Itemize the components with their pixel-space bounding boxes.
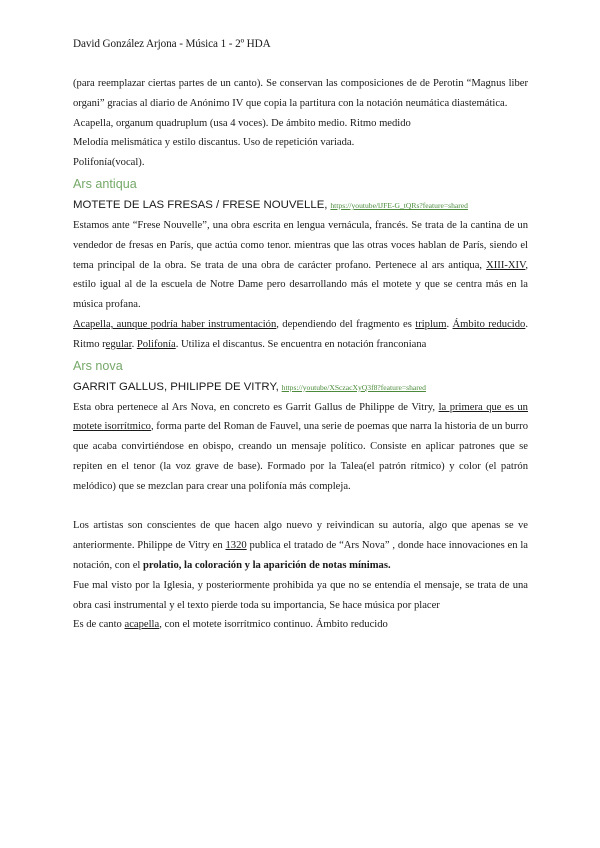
section-title-ars-nova: Ars nova [73, 358, 123, 373]
intro-line: Melodía melismática y estilo discantus. Uso de repetición variada. [73, 137, 355, 149]
underlined-text: triplum [415, 318, 447, 330]
document-body [73, 74, 528, 635]
text-run: . Utiliza el discantus. Se encuentra en notación franconiana [175, 338, 427, 350]
underlined-text: egular [105, 338, 132, 350]
intro-line: Polifonía(vocal). [73, 157, 145, 169]
body-paragraph [73, 615, 528, 635]
text-run: . [446, 318, 450, 330]
page-header: David González Arjona - Música 1 - 2º HDA [73, 38, 271, 50]
piece-title [73, 377, 528, 398]
bold-text: prolatio, la coloración y la aparición de notas mínimas. [143, 559, 391, 571]
body-paragraph [73, 216, 528, 315]
blank-line [73, 497, 528, 517]
text-run: publica el tratado de “Ars Nova” , donde hace innovaciones en la notación, con el [73, 540, 529, 571]
text-run: Es de canto [73, 619, 122, 631]
text-run: , con el motete isorrítmico continuo. Ámbito reducido [159, 619, 388, 631]
underlined-text: XIII-XIV [486, 259, 526, 271]
underlined-text: acapella [124, 619, 160, 631]
text-run: . Ritmo r [73, 318, 528, 350]
text-run: , dependiendo del fragmento es [276, 318, 412, 330]
underlined-text: Ámbito reducido [452, 318, 526, 330]
underlined-text: 1320 [225, 540, 247, 552]
piece-name: MOTETE DE LAS FRESAS / FRESE NOUVELLE, [73, 198, 328, 211]
body-paragraph [73, 516, 528, 575]
text-run: . [131, 338, 135, 350]
text-run: , forma parte del Roman de Fauvel, una serie de poemas que narra la historia de un burro que acaba convirtiéndose en obispo, creando un mensaje político. Consiste en aplicar patrones que se repiten en el tenor (la voz grave de base). Formado por la Talea(el patrón rítmico) y color (el patrón melódico) que se mezclan para crear una polifonía más compleja. [73, 421, 528, 492]
text-run: Esta obra pertenece al Ars Nova, en concreto es Garrit Gallus de Philippe de Vitry, [73, 401, 436, 413]
piece-name: GARRIT GALLUS, PHILIPPE DE VITRY, [73, 380, 279, 393]
section-title-ars-antiqua: Ars antiqua [73, 176, 137, 191]
text-run: , estilo igual al de la escuela de Notre Dame pero desarrollando más el motete y que se centra más en la música profana. [73, 259, 528, 311]
underlined-text: la primera que es un motete isorrítmico [73, 401, 528, 433]
intro-line: Acapella, organum quadruplum (usa 4 voces). De ámbito medio. Ritmo medido [73, 117, 411, 129]
body-paragraph [73, 398, 528, 497]
underlined-text: Acapella, aunque podría haber instrumentación [73, 318, 277, 330]
piece-title [73, 195, 528, 216]
text-run: Los artistas son conscientes de que hacen algo nuevo y reivindican su autoría, algo que apenas se ve anteriormente. Philippe de Vitry en [73, 520, 528, 552]
text-run: Estamos ante “Frese Nouvelle”, una obra escrita en lengua vernácula, francés. Se trata de la cantina de un vendedor de fresas en París, que actúa como tenor. mientras que las otras voces hablan de París, siendo el tema principal de la obra. Se trata de una obra de carácter profano. Pertenece al ars antiqua, [73, 219, 528, 271]
youtube-link[interactable]: https://youtube/XSczacXyQ3f8?feature=shared [281, 382, 426, 392]
underlined-text: Polifonía [136, 338, 176, 350]
youtube-link[interactable]: https://youtube/lJFE-G_tQRs?feature=shared [330, 200, 468, 210]
body-paragraph: Fue mal visto por la Iglesia, y posteriormente prohibida ya que no se entendía el mensaje, se trata de una obra casi instrumental y el texto pierde toda su importancia, Se hace música por placer [73, 579, 528, 611]
body-paragraph [73, 315, 528, 355]
intro-paragraph: (para reemplazar ciertas partes de un canto). Se conservan las composiciones de de Perotin “Magnus liber organi” gracias al diario de Anónimo IV que copia la partitura con la notación neumática diastemática. [73, 78, 528, 109]
